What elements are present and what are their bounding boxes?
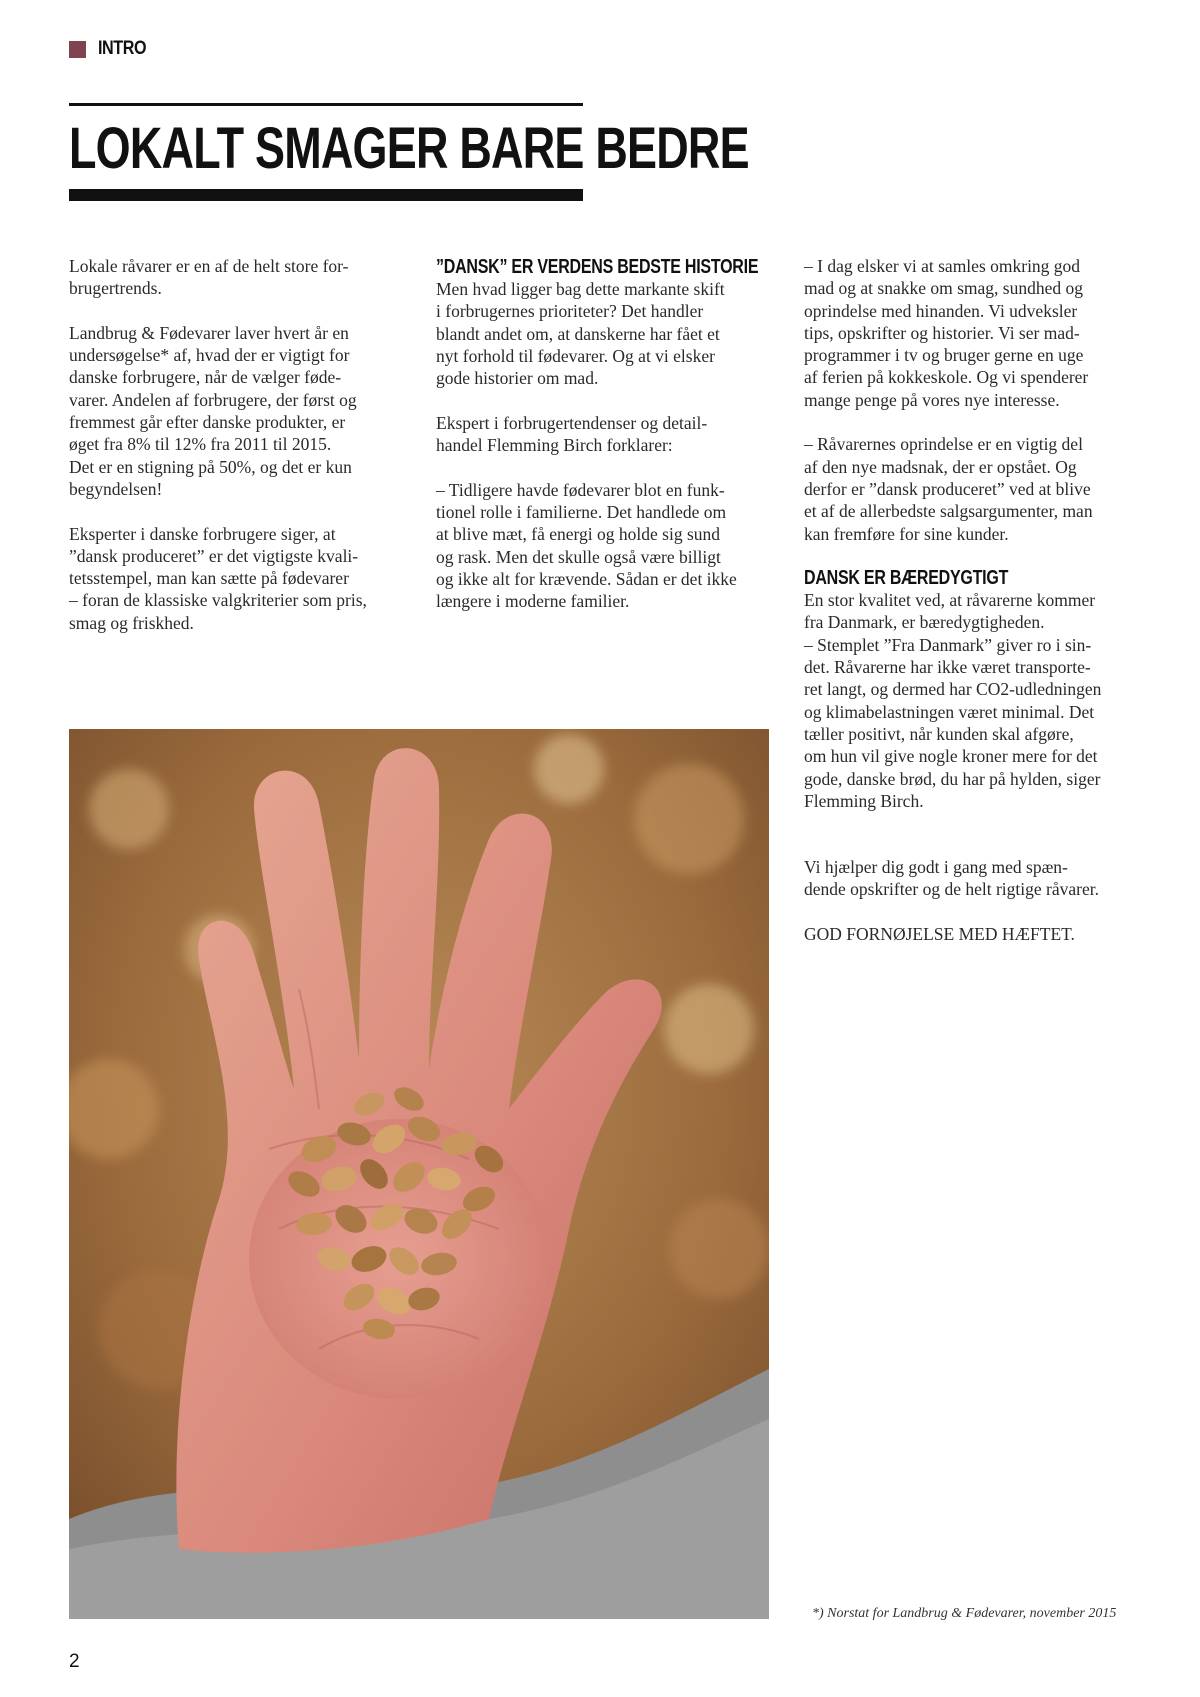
section-label: INTRO	[98, 38, 147, 59]
subheading: DANSK ER BÆREDYGTIGT	[804, 567, 1009, 590]
page-number: 2	[69, 1651, 80, 1672]
text-column-3	[804, 255, 1150, 968]
page-title: LOKALT SMAGER BARE BEDRE	[69, 116, 749, 181]
paragraph: Men hvad ligger bag dette markante skift i forbrugernes prioriteter? Det handler blandt andet om, at danskerne har fået et nyt forhold til fødevarer. Og at vi elsker gode historier om mad.	[436, 279, 725, 389]
title-rule-bottom	[69, 189, 583, 201]
paragraph: – I dag elsker vi at samles omkring god mad og at snakke om smag, sundhed og oprindelse med hinanden. Vi udveksler tips, opskrifter og historier. Vi ser mad- programmer i tv og bruger gerne en uge af ferien på kokkeskole. Og vi spenderer mange penge på vores nye interesse.	[804, 256, 1089, 410]
paragraph: – Tidligere havde fødevarer blot en funk- tionel rolle i familierne. Det handlede om at blive mæt, få energi og holde sig sund og rask. Men det skulle også være billigt og ikke alt for krævende. Sådan er det ikke længere i moderne familier.	[436, 479, 737, 612]
hand-with-grain-illustration	[69, 729, 769, 1619]
paragraph: Ekspert i forbrugertendenser og detail- handel Flemming Birch forklarer:	[436, 412, 708, 456]
subheading: ”DANSK” ER VERDENS BEDSTE HISTORIE	[436, 256, 759, 278]
photo-hand-with-grain	[69, 729, 769, 1619]
paragraph: Landbrug & Fødevarer laver hvert år en undersøgelse* af, hvad der er vigtigt for danske forbrugere, når de vælger føde- varer. Andelen af forbrugere, der først og fremmest går efter danske produkter, er øget fra 8% til 12% fra 2011 til 2015. Det er en stigning på 50%, og det er kun begyndelsen!	[69, 322, 357, 499]
text-column-1	[69, 255, 407, 656]
title-rule-top	[69, 103, 583, 106]
section-marker-square	[69, 41, 86, 58]
paragraph: Lokale råvarer er en af de helt store for- brugertrends.	[69, 256, 349, 299]
paragraph: – Råvarernes oprindelse er en vigtig del af den nye madsnak, der er opstået. Og derfor er ”dansk produceret” ved at blive et af de allerbedste salgsargumenter, man kan fremføre for sine kunder.	[804, 434, 1093, 544]
section-tag	[69, 38, 155, 60]
closing-line: GOD FORNØJELSE MED HÆFTET.	[804, 924, 1075, 945]
text-column-2	[436, 256, 774, 635]
paragraph: Eksperter i danske forbrugere siger, at ”dansk produceret” er det vigtigste kvali- tetsstempel, man kan sætte på fødevarer – foran de klassiske valgkriterier som pris, smag og friskhed.	[69, 523, 367, 633]
paragraph: Vi hjælper dig godt i gang med spæn- dende opskrifter og de helt rigtige råvarer.	[804, 857, 1099, 900]
footnote: *) Norstat for Landbrug & Fødevarer, november 2015	[812, 1606, 1117, 1621]
paragraph: En stor kvalitet ved, at råvarerne kommer fra Danmark, er bæredygtigheden. – Stemplet ”Fra Danmark” giver ro i sin- det. Råvarerne har ikke været transporte- ret langt, og dermed har CO2-udledningen og klimabelastningen været minimal. Det tæller positivt, når kunden skal afgøre, om hun vil give nogle kroner mere for det gode, danske brød, du har på hylden, siger Flemming Birch.	[804, 590, 1102, 811]
